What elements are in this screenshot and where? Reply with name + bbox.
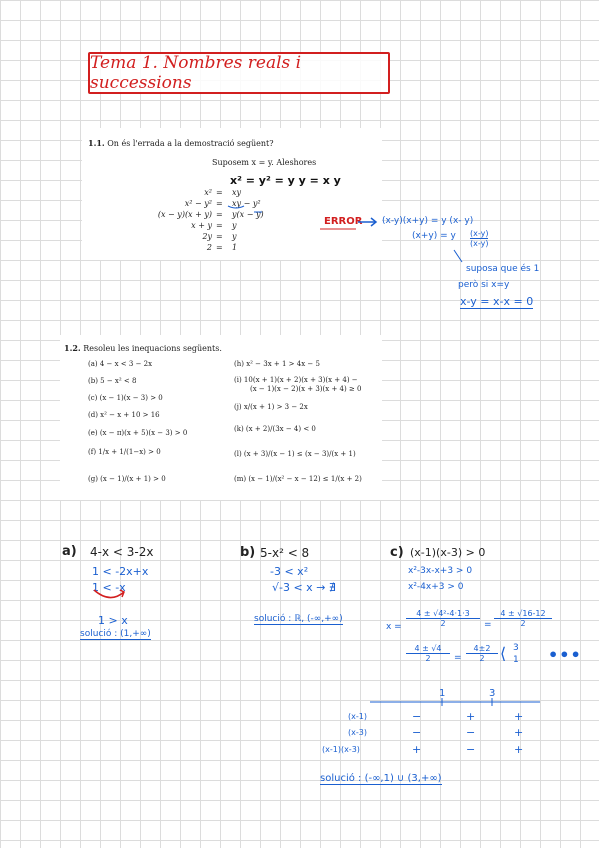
equation-right: xy − y² [232, 199, 261, 208]
equation-right: 1 [232, 243, 238, 252]
inequation-item: (g) (x − 1)/(x + 1) > 0 [88, 475, 166, 483]
sol-a-step-1: 1 < -2x+x [92, 565, 149, 578]
sol-a-step-2: 1 < -x [92, 581, 126, 594]
sol-a-solution: solució : (1,+∞) [80, 629, 151, 639]
inequation-item: (e) (x − π)(x + 5)(x − 3) > 0 [88, 429, 188, 437]
sol-a-step-3: 1 > x [98, 614, 128, 627]
equation-right: y [232, 232, 237, 241]
inequation-item: (k) (x + 2)/(3x − 4) < 0 [234, 425, 316, 433]
exercise-1-1-heading: 1.1. On és l'errada a la demostració següent? [88, 138, 274, 148]
inequation-item: (j) x/(x + 1) > 3 − 2x [234, 403, 308, 411]
sol-b-solution: solució : ℝ, (-∞,+∞) [254, 614, 343, 624]
equation-sign: = [216, 210, 223, 219]
exercise-1-2-heading: 1.2. Resoleu les inequacions següents. [64, 343, 222, 353]
equation-right: y [232, 221, 237, 230]
sign-row-label: (x-1)(x-3) [322, 745, 360, 754]
sign-cell: + [514, 726, 524, 739]
inequation-item: (a) 4 − x < 3 − 2x [88, 360, 153, 368]
sign-cell: + [514, 710, 524, 723]
quad-frac-4: 4±2 2 [466, 644, 498, 663]
equation-right: xy [232, 188, 242, 197]
handwritten-chain: x² = y² = y y = x y [230, 174, 341, 187]
note-line-2: però si x=y [458, 280, 510, 290]
sol-c-step-2: x²-4x+3 > 0 [408, 582, 464, 592]
inequation-item: (l) (x + 3)/(x − 1) ≤ (x − 3)/(x + 1) [234, 450, 356, 458]
error-label: ERROR [324, 216, 363, 227]
work-line-1: (x-y)(x+y) = y (x- y) [382, 216, 474, 226]
quad-frac-1: 4 ± √4²-4·1·3 2 [406, 609, 480, 628]
equation-sign: = [216, 188, 223, 197]
sign-row-label: (x-3) [348, 728, 367, 737]
exercise-1-1-intro: Suposem x = y. Aleshores [212, 158, 317, 167]
sol-a-label: a) [62, 544, 77, 559]
sign-cell: + [514, 743, 524, 756]
sol-a-inequation: 4-x < 3-2x [90, 545, 154, 559]
roots: 3 1 [513, 643, 519, 665]
sol-c-step-1: x²-3x-x+3 > 0 [408, 566, 473, 576]
sol-c-solution: solució : (-∞,1) ∪ (3,+∞) [320, 773, 442, 784]
equation-left: x² [204, 188, 212, 197]
sign-cell: − [412, 726, 422, 739]
sol-b-label: b) [240, 545, 256, 560]
brace: ⟨ [500, 644, 507, 663]
inequation-item: (x − 1)(x − 2)(x + 3)(x + 4) ≥ 0 [250, 385, 362, 393]
equation-left: 2 [206, 243, 212, 252]
equation-left: x² − y² [184, 199, 212, 208]
note-line-1: suposa que és 1 [466, 264, 540, 274]
equation-sign: = [216, 232, 223, 241]
tick-label-1: 1 [439, 688, 446, 699]
inequation-item: (b) 5 − x² < 8 [88, 377, 137, 385]
quad-lhs: x = [386, 622, 402, 632]
note-line-3: x-y = x-x = 0 [460, 295, 534, 308]
sign-cell: − [466, 743, 476, 756]
equation-left: x + y [191, 221, 212, 230]
sol-b-inequation: 5-x² < 8 [260, 546, 310, 560]
sign-cell: + [412, 743, 422, 756]
page-title: Tema 1. Nombres reals i successions [90, 53, 302, 93]
ellipsis-dots: ••• [548, 645, 582, 664]
inequation-item: (c) (x − 1)(x − 3) > 0 [88, 394, 163, 402]
quad-frac-3: 4 ± √4 2 [406, 644, 450, 663]
sol-b-step-2: √-3 < x → ∄ [272, 581, 336, 594]
work-fraction: (x-y) (x-y) [470, 229, 489, 248]
equation-sign: = [216, 243, 223, 252]
work-line-2: (x+y) = y [412, 231, 456, 241]
quad-eq-2: = [454, 653, 462, 663]
inequation-item: (m) (x − 1)/(x² − x − 12) ≤ 1/(x + 2) [234, 475, 362, 483]
sol-b-step-1: -3 < x² [270, 565, 309, 578]
inequation-item: (i) 10(x + 1)(x + 2)(x + 3)(x + 4) − [234, 376, 358, 384]
equation-right: y(x − y) [232, 210, 264, 219]
inequation-item: (d) x² − x + 10 > 16 [88, 411, 160, 419]
sol-c-label: c) [390, 545, 404, 560]
equation-sign: = [216, 221, 223, 230]
inequation-item: (h) x² − 3x + 1 > 4x − 5 [234, 360, 320, 368]
quad-eq-1: = [484, 620, 492, 630]
sign-row-label: (x-1) [348, 712, 367, 721]
tick-label-3: 3 [489, 688, 496, 699]
sign-cell: + [466, 710, 476, 723]
equation-left: 2y [202, 232, 212, 241]
quad-frac-2: 4 ± √16-12 2 [494, 609, 552, 628]
equation-left: (x − y)(x + y) [157, 210, 212, 219]
sol-c-inequation: (x-1)(x-3) > 0 [410, 546, 486, 559]
inequation-item: (f) 1/x + 1/(1−x) > 0 [88, 448, 161, 456]
equation-sign: = [216, 199, 223, 208]
sign-cell: − [412, 710, 422, 723]
sign-cell: − [466, 726, 476, 739]
